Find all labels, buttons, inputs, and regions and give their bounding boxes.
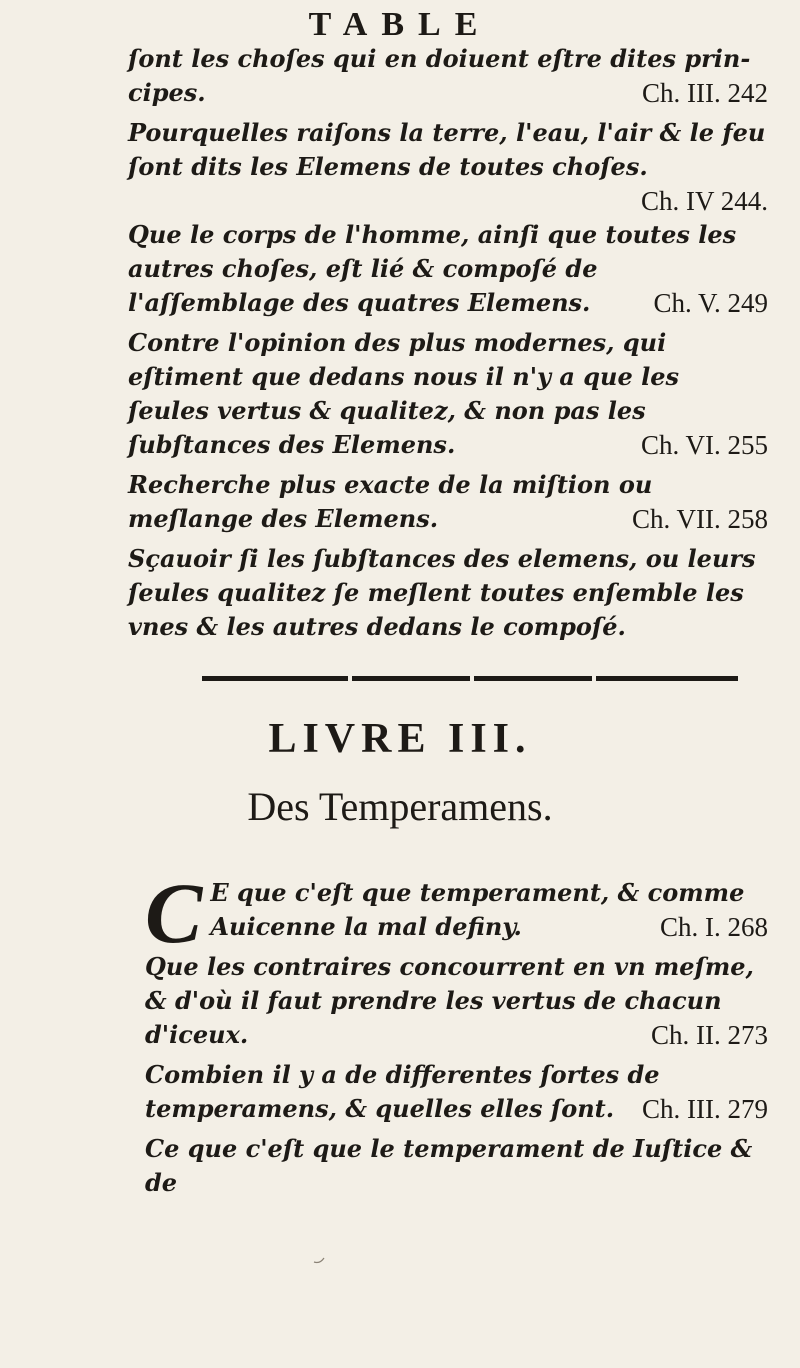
running-title: TABLE — [308, 6, 492, 43]
chapter-reference: Ch. VII. 258 — [631, 504, 768, 534]
chapter-reference: Ch. III. 279 — [642, 1094, 768, 1124]
toc-entry — [128, 42, 768, 110]
toc-entry — [128, 218, 768, 320]
ink-mark-icon — [312, 1250, 328, 1266]
chapter-reference: Ch. IV 244. — [640, 186, 768, 216]
drop-cap: C — [145, 865, 203, 961]
entry-text: ſont les choſes qui en doiuent eſtre dites prin-cipes. — [128, 44, 751, 107]
table-entries-bottom — [145, 865, 768, 1200]
toc-entry — [145, 1058, 768, 1126]
entry-text: Sçauoir ſi les ſubſtances des elemens, ou leurs ſeules qualitez ſe meſlent toutes enſemble les vnes & les autres dedans le compoſé. — [128, 544, 756, 641]
book-title: LIVRE III. — [268, 716, 532, 762]
chapter-reference: Ch. VI. 255 — [640, 430, 768, 460]
toc-entry — [145, 950, 768, 1052]
toc-entry — [145, 1132, 768, 1200]
chapter-reference: Ch. III. 242 — [642, 78, 768, 108]
toc-entry — [128, 326, 768, 462]
entry-text: Que le corps de l'homme, ainſi que toutes les autres choſes, eſt lié & compoſé de l'aſſemblage des quatres Elemens. — [128, 220, 737, 317]
chapter-reference: Ch. II. 273 — [651, 1020, 768, 1050]
entry-text: Combien il y a de differentes ſortes de temperamens, & quelles elles ſont. — [145, 1060, 660, 1123]
toc-entry — [128, 116, 768, 216]
entry-text: E que c'eſt que temperament, & comme Auicenne la mal definy. — [210, 878, 745, 941]
entry-text: Que les contraires concourrent en vn meſme, & d'où il faut prendre les vertus de chacun d'iceux. — [145, 952, 754, 1049]
table-entries-top — [128, 42, 768, 644]
entry-text: Pourquelles raiſons la terre, l'eau, l'air & le feu ſont dits les Elemens de toutes choſes. — [128, 118, 766, 181]
book-subtitle: Des Temperamens. — [247, 784, 553, 829]
toc-entry — [128, 468, 768, 536]
chapter-reference: Ch. I. 268 — [660, 912, 768, 942]
entry-text: Contre l'opinion des plus modernes, qui eſtiment que dedans nous il n'y a que les ſeules vertus & qualitez, & non pas les ſubſtances des Elemens. — [128, 328, 680, 459]
entry-text: Recherche plus exacte de la miſtion ou meſlange des Elemens. — [128, 470, 653, 533]
chapter-reference: Ch. V. 249 — [653, 288, 768, 318]
toc-entry — [145, 865, 768, 961]
toc-entry — [128, 542, 768, 644]
entry-text: Ce que c'eſt que le temperament de Iuſtice & de — [145, 1134, 753, 1197]
section-divider — [202, 676, 738, 681]
